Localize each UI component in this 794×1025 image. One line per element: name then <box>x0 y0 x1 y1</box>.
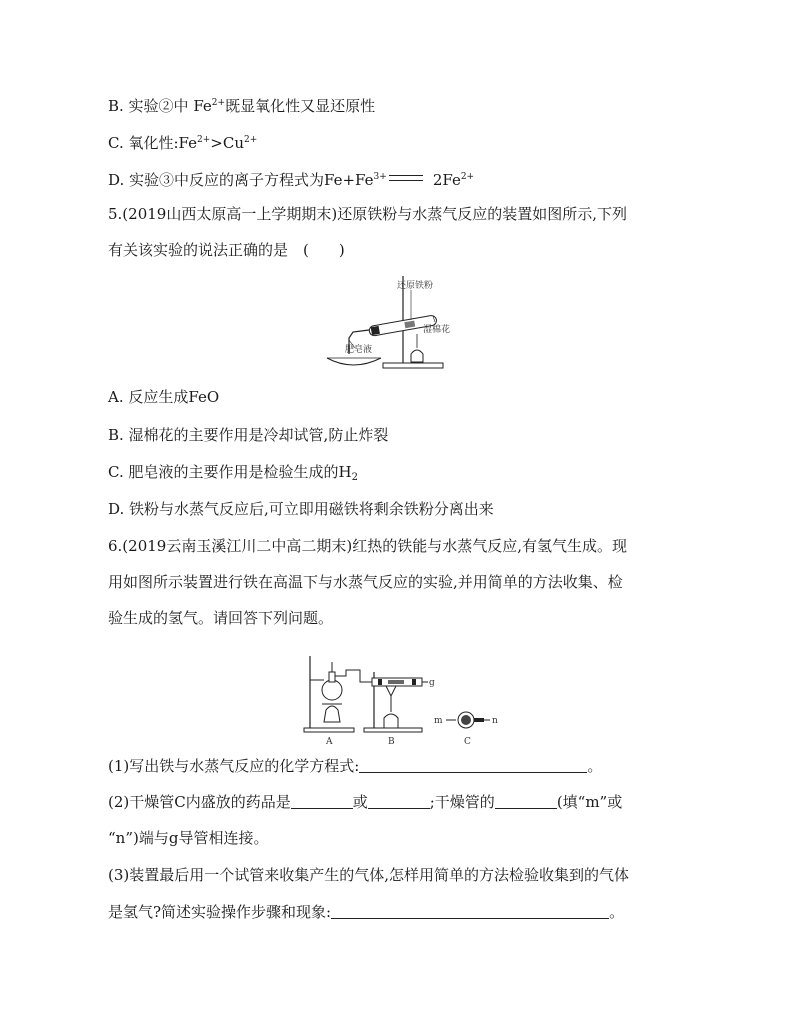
alcohol-lamp <box>411 350 423 362</box>
q5-option-d: D. 铁粉与水蒸气反应后,可立即用磁铁将剩余铁粉分离出来 <box>108 500 494 518</box>
q5-option-b: B. 湿棉花的主要作用是冷却试管,防止炸裂 <box>108 426 389 444</box>
label-g: g <box>429 678 435 688</box>
label-a: A <box>326 737 333 747</box>
q6-sub2-line1: (2)干燥管C内盛放的药品是 或 ;干燥管的 (填“m”或 <box>108 793 623 811</box>
label-wet-cotton: 湿棉花 <box>423 325 451 335</box>
stand-base <box>383 363 443 368</box>
q4-option-b: B. 实验②中 $Fe^{2+}$既显氧化性又显还原性 <box>108 97 376 115</box>
q4-option-c: C. 氧化性$:Fe^{2+}>Cu^{2+}$ <box>108 134 258 152</box>
q5-option-c: C. 肥皂液的主要作用是检验生成的$H_2$ <box>108 463 358 483</box>
label-soap-solution: 肥皂液 <box>345 345 373 355</box>
q6-stem-line1: 6.(2019云南玉溪江川二中高二期末)红热的铁能与水蒸气反应,有氢气生成。现 <box>108 537 627 555</box>
q5-apparatus-figure <box>325 272 455 374</box>
answer-blank-drug-2[interactable] <box>368 794 430 809</box>
q6-apparatus-figure <box>302 652 512 748</box>
answer-blank-drug-1[interactable] <box>291 794 353 809</box>
q5-stem-line2: 有关该实验的说法正确的是 ( ) <box>108 241 345 259</box>
label-m: m <box>434 716 443 726</box>
label-c: C <box>464 737 471 747</box>
q6-stem-line2: 用如图所示装置进行铁在高温下与水蒸气反应的实验,并用简单的方法收集、检 <box>108 573 623 591</box>
label-b: B <box>388 737 395 747</box>
equation-equals-sign <box>389 175 423 181</box>
label-iron-powder: 还原铁粉 <box>397 281 434 291</box>
q6-sub3-line1: (3)装置最后用一个试管来收集产生的气体,怎样用简单的方法检验收集到的气体 <box>108 866 630 884</box>
apparatus-c-drying-tube <box>446 712 490 728</box>
q5-option-a: A. 反应生成FeO <box>108 388 220 406</box>
q6-stem-line3: 验生成的氢气。请回答下列问题。 <box>108 609 334 627</box>
apparatus-a <box>304 656 360 732</box>
q5-stem-line1: 5.(2019山西太原高一上学期期末)还原铁粉与水蒸气反应的装置如图所示,下列 <box>108 205 627 223</box>
q6-sub3-line2: 是氢气?简述实验操作步骤和现象: 。 <box>108 903 625 921</box>
q6-sub1: (1)写出铁与水蒸气反应的化学方程式: 。 <box>108 757 603 775</box>
label-n: n <box>492 716 498 726</box>
q4-option-d: D. 实验③中反应的离子方程式为$Fe+Fe^{3+}$ $2Fe^{2+}$ <box>108 171 475 189</box>
q6-sub2-line2: “n”)端与g导管相连接。 <box>108 829 269 847</box>
apparatus-b <box>364 672 428 732</box>
answer-blank-procedure[interactable] <box>331 904 609 919</box>
answer-blank-equation[interactable] <box>359 758 587 773</box>
answer-blank-end[interactable] <box>495 794 557 809</box>
evaporating-dish <box>327 358 381 365</box>
